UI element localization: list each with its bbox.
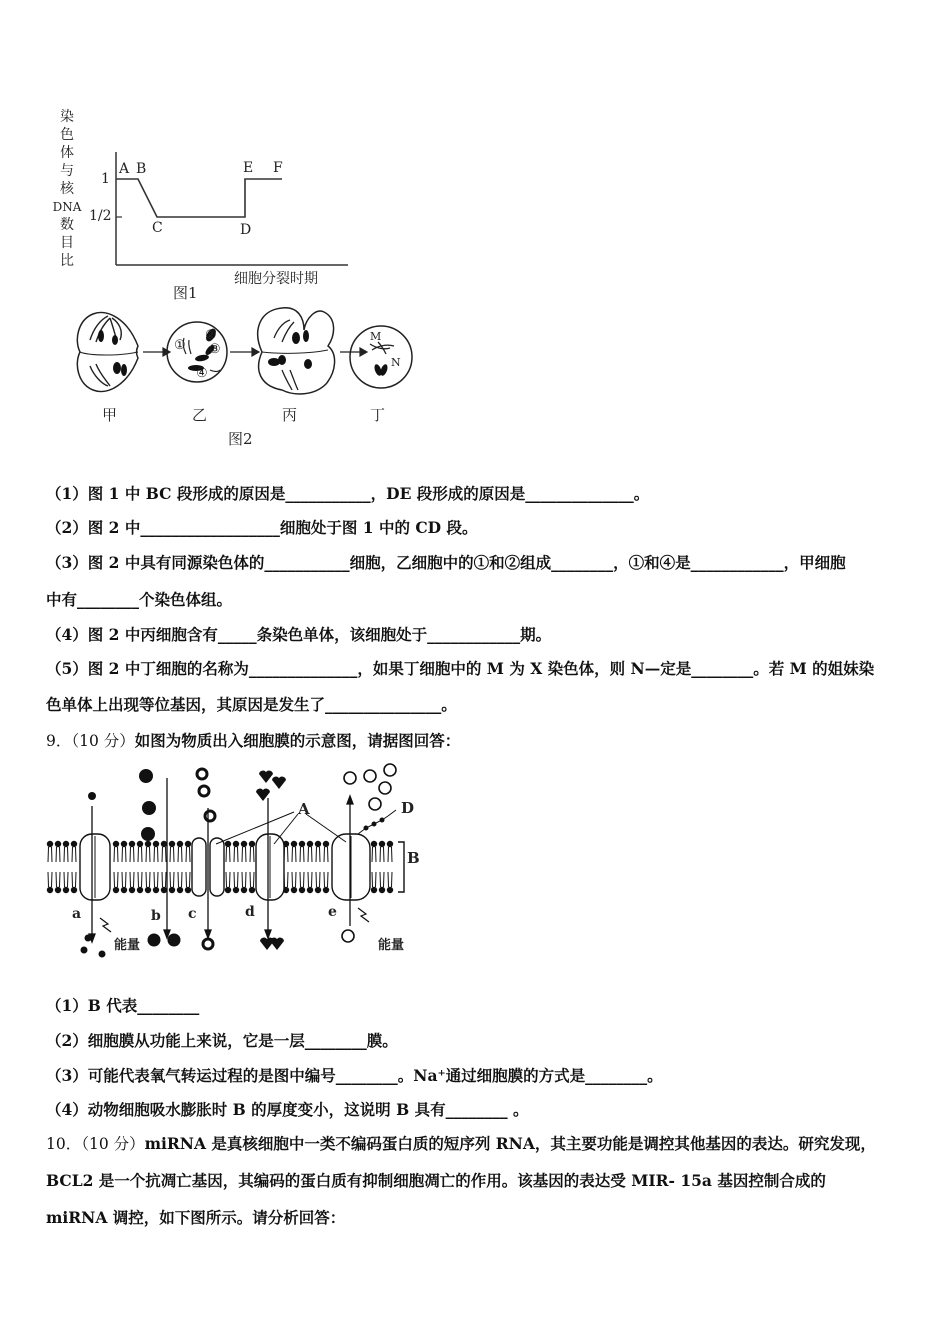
- q9-title: 如图为物质出入细胞膜的示意图，请据图回答：: [134, 731, 461, 750]
- q10-line-3: miRNA 调控，如下图所示。请分析回答：: [46, 1208, 346, 1227]
- label-B: B: [407, 849, 420, 867]
- cell-jia: [77, 312, 138, 391]
- q10-number: 10．（10 分）: [46, 1135, 145, 1153]
- q9-line-4: （4）动物细胞吸水膨胀时 B 的厚度变小，这说明 B 具有________ 。: [46, 1100, 529, 1119]
- q10-text-1: miRNA 是真核细胞中一类不编码蛋白质的短序列 RNA，其主要功能是调控其他基因的表达。研究发现，: [144, 1134, 876, 1153]
- mark-1: ①: [174, 338, 186, 353]
- membrane-diagram: [40, 758, 430, 968]
- label-a: a: [72, 906, 82, 922]
- point-F: F: [273, 160, 283, 176]
- y-tick-half: 1/2: [89, 208, 112, 224]
- label-b: b: [151, 908, 161, 924]
- q10-line-1: [46, 1133, 916, 1155]
- q8-line-7: 色单体上出现等位基因，其原因是发生了_______________。: [46, 695, 457, 714]
- q8-line-4: 中有________个染色体组。: [46, 590, 233, 609]
- label-energy-a: 能量: [114, 938, 141, 953]
- mark-N: N: [391, 356, 401, 369]
- mark-4: ④: [196, 366, 208, 381]
- fig1-ylabel: 染 色 体 与 核 DNA 数 目 比: [52, 109, 82, 269]
- q9-line-2: （2）细胞膜从功能上来说，它是一层________膜。: [46, 1031, 398, 1050]
- q10-line-2: BCL2 是一个抗凋亡基因，其编码的蛋白质有抑制细胞凋亡的作用。该基因的表达受 MIR- 15a 基因控制合成的: [46, 1171, 826, 1190]
- q8-line-3: （3）图 2 中具有同源染色体的___________细胞，乙细胞中的①和②组成________，①和④是____________，甲细胞: [46, 553, 846, 572]
- fig1-chart: [0, 0, 360, 300]
- q9-line-1: （1）B 代表________: [46, 996, 200, 1015]
- q8-line-5: （4）图 2 中丙细胞含有_____条染色单体，该细胞处于____________期。: [46, 625, 552, 644]
- fig2-caption: 图2: [228, 430, 253, 448]
- label-A: A: [298, 800, 310, 818]
- point-E: E: [243, 160, 254, 176]
- fig2-cells: [60, 300, 430, 410]
- label-energy-e: 能量: [378, 938, 405, 953]
- cell-bing: [258, 308, 335, 394]
- fig1-xlabel: 细胞分裂时期: [234, 271, 318, 287]
- y-tick-1: 1: [101, 171, 110, 187]
- q9-line-3: （3）可能代表氧气转运过程的是图中编号________。Na⁺通过细胞膜的方式是________。: [46, 1066, 663, 1085]
- point-D: D: [240, 222, 252, 238]
- mark-M: M: [370, 330, 382, 343]
- cell-label-ding: 丁: [370, 406, 386, 424]
- label-e: e: [328, 904, 337, 920]
- label-d: d: [245, 904, 255, 920]
- q9-heading: [46, 730, 916, 752]
- point-A: A: [119, 161, 130, 177]
- cell-label-jia: 甲: [102, 406, 118, 424]
- q8-line-6: （5）图 2 中丁细胞的名称为______________，如果丁细胞中的 M 为 X 染色体，则 N—定是________。若 M 的姐妹染: [46, 659, 875, 678]
- cell-label-yi: 乙: [192, 406, 208, 424]
- mark-3: ③: [209, 342, 221, 357]
- label-D: D: [401, 799, 415, 817]
- point-C: C: [152, 220, 163, 236]
- mark-2: ②: [205, 328, 217, 343]
- cell-label-bing: 丙: [282, 406, 298, 424]
- q9-number: 9．（10 分）: [46, 732, 135, 750]
- point-B: B: [136, 161, 147, 177]
- ratio-curve: [116, 179, 282, 217]
- label-c: c: [188, 906, 197, 922]
- fig1-caption: 图1: [173, 284, 198, 302]
- q8-line-2: （2）图 2 中__________________细胞处于图 1 中的 CD 段。: [46, 518, 478, 537]
- q8-line-1: （1）图 1 中 BC 段形成的原因是___________，DE 段形成的原因是______________。: [46, 484, 650, 503]
